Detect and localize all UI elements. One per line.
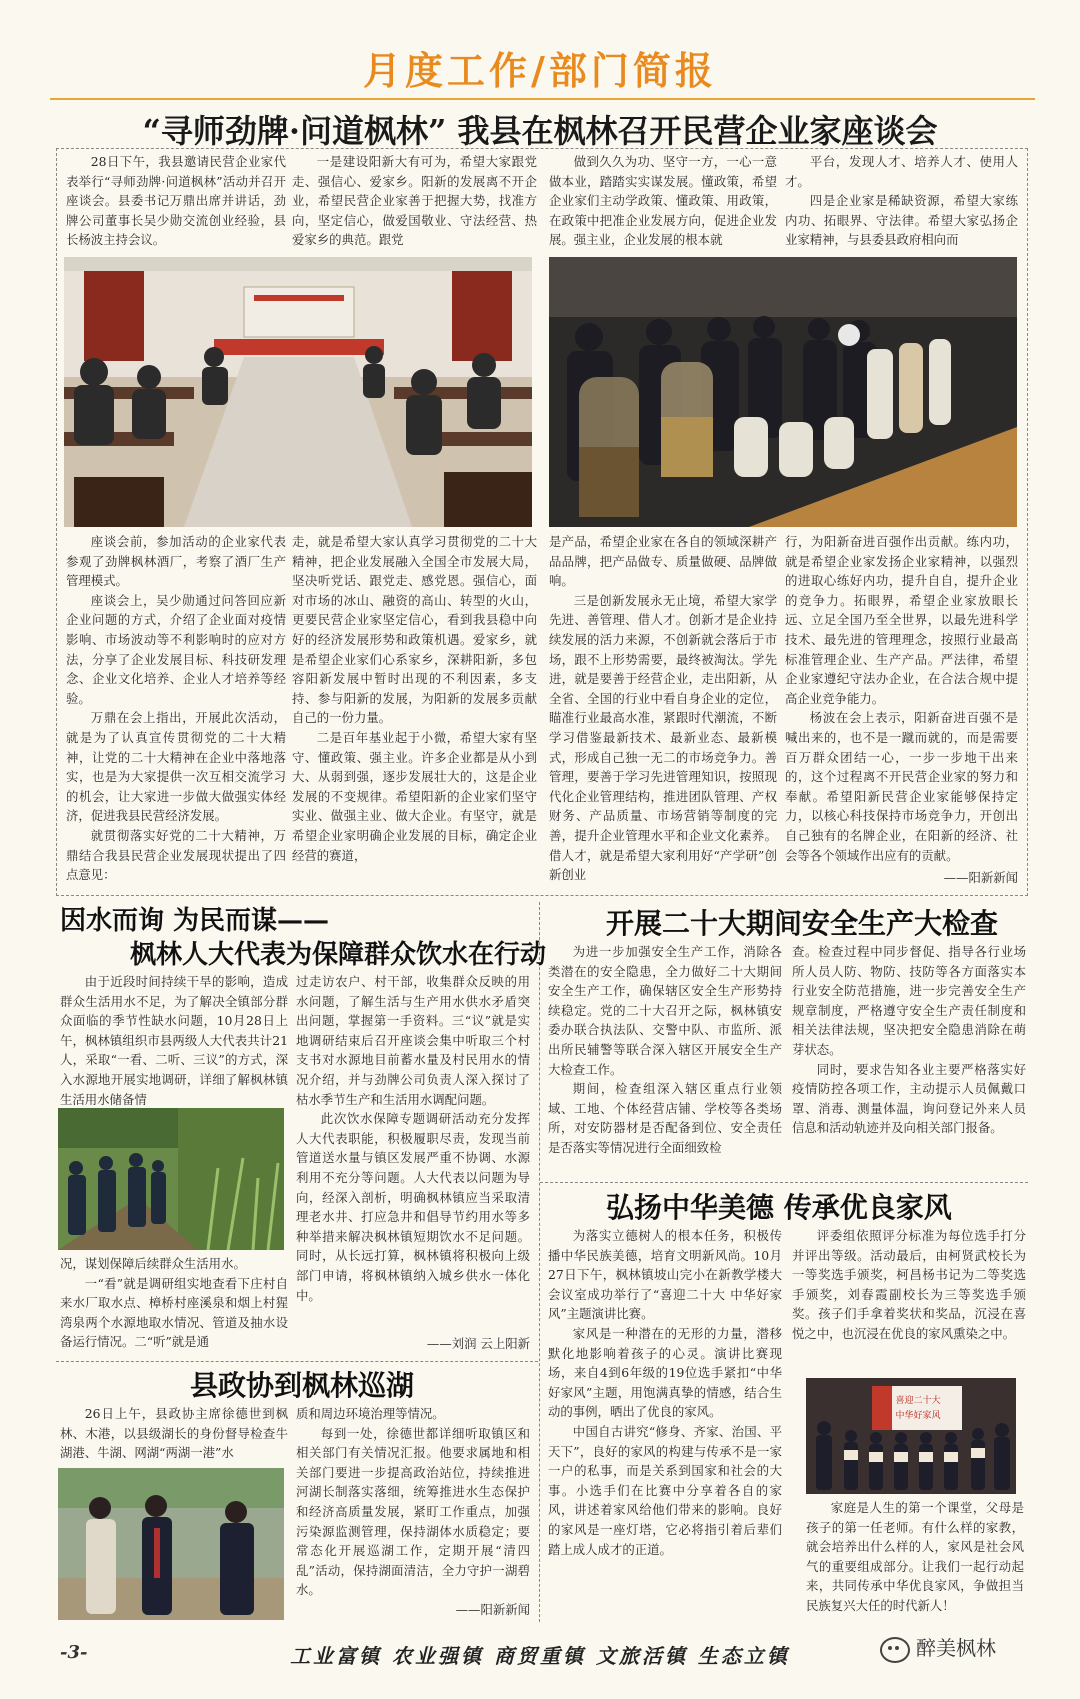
article1-col2-top: 一是建设阳新大有可为，希望大家跟党走、强信心、爱家乡。阳新的发展离不开企业，希望民营企业家善于把握大势，找准方向，坚定信心，做爱国敬业、守法经营、热爱家乡的典范。跟党 <box>292 154 537 248</box>
article2-title-line2: 枫林人大代表为保障群众饮水在行动 <box>130 940 547 970</box>
article4-title: 县政协到枫林巡湖 <box>190 1369 415 1402</box>
article3-divider <box>540 1182 1028 1183</box>
water-survey-photo <box>58 1108 284 1250</box>
wechat-icon <box>880 1637 910 1663</box>
column-divider <box>539 902 540 1622</box>
article2-col1-bottom: 况，谋划保障后续群众生活用水。 一“看”就是调研组实地查看下庄村自来水厂取水点、樟桥村座溪泉和烟上村猩湾泉两个水源地取水情况、管道及抽水设备运行情况。二“听”就是通 <box>60 1256 288 1350</box>
contest-banner-line2: 中华好家风 <box>895 1411 941 1421</box>
article5-col1: 为落实立德树人的根本任务，积极传播中华民族美德，培育文明新风尚。10月27日下午，枫林镇坡山完小在新教学楼大会议室成功举行了“喜迎二十大 中华好家风”主题演讲比赛。 家风是一种潜在的无形的力量，潜移默化地影响着孩子的心灵。演讲比赛现场，来自4到6年级的19位选手紧扣“中华好家风”主题，用饱满真挚的情感，结合生动的事例，晒出了优良的家风。 中国自古讲究“修身、齐家、治国、平天下”，良好的家风的构建与传承不是一家一户的私事，而是关系到国家和社会的大事。小选手们在比赛中分享着各自的家风，讲述着家风给他们带来的影响。良好的家风是一座灯塔，它必将指引着后辈们踏上成人成才的正道。 <box>548 1228 782 1557</box>
article1-col1-top: 28日下午，我县邀请民营企业家代表举行“寻师劲牌·问道枫林”活动并召开座谈会。县委书记万鼎出席并讲话，劲牌公司董事长吴少勋交流创业经验，县长杨波主持会议。 <box>66 154 286 248</box>
page-number: -3- <box>60 1642 88 1663</box>
article5-col2-top: 评委组依照评分标准为每位选手打分并评出等级。活动最后，由柯贤武校长为一等奖选手颁奖，柯昌杨书记为二等奖选手颁奖，刘春霞副校长为三等奖选手颁奖。孩子们手拿着奖状和奖品，沉浸在喜悦之中，也沉浸在优良的家风熏染之中。 <box>792 1228 1026 1341</box>
article3-title: 开展二十大期间安全生产大检查 <box>606 907 999 940</box>
meeting-room-photo <box>64 257 532 527</box>
lake-inspection-photo <box>58 1468 284 1620</box>
article3-col1: 为进一步加强安全生产工作，消除各类潜在的安全隐患，全力做好二十大期间安全生产工作，确保辖区安全生产形势持续稳定。党的二十大召开之际，枫林镇安委办联合执法队、交警中队、市监所、派出所民辅警等联合深入辖区开展安全生产大检查工作。 期间，检查组深入辖区重点行业领域、工地、个体经营店铺、学校等各类场所，对安防器材是否配备到位、安全责任是否落实等情况进行全面细致检 <box>548 944 782 1155</box>
article2-signature: ——刘润 云上阳新 <box>426 1336 530 1351</box>
article2-col2: 过走访农户、村干部，收集群众反映的用水问题，了解生活与生产用水供水矛盾突出问题，掌握第一手资料。三“议”就是实地调研结束后召开座谈会集中听取三个村支书对水源地目前蓄水量及村民用水的情况介绍，并与劲牌公司负责人深入探讨了枯水季节生产和生活用水调配问题。 此次饮水保障专题调研活动充分发挥人大代表职能，积极履职尽责，发现当前管道送水量与镇区发展严重不协调、水源利用不充分等问题。人大代表以问题为导向，经深入剖析，明确枫林镇应当采取清理老水井、打应急井和倡导节约用水等多种举措来解决枫林镇短期饮水不足问题。同时，从长远打算，枫林镇将积极向上级部门申请，将枫林镇纳入城乡供水一体化中。 <box>296 974 530 1303</box>
article1-col3-top: 做到久久为功、坚守一方，一心一意做本业，踏踏实实谋发展。懂政策，希望企业家们主动学政策、懂政策、用政策，在政策中把准企业发展方向，促进企业发展。强主业，企业发展的根本就 <box>549 154 777 248</box>
article2-title-line1: 因水而询 为民而谋—— <box>60 906 330 936</box>
article2-col1-top: 由于近段时间持续干旱的影响，造成群众生活用水不足，为了解决全镇部分群众面临的季节性缺水问题，10月28日上午，枫林镇组织市县两级人大代表共计21人，采取“一看、二听、三议”的方式，深入水源地开展实地调研，详细了解枫林镇生活用水储备情 <box>60 974 288 1107</box>
article1-headline: “寻师劲牌·问道枫林” 我县在枫林召开民营企业家座谈会 <box>142 112 938 150</box>
article5-title: 弘扬中华美德 传承优良家风 <box>606 1191 952 1224</box>
article4-col2: 质和周边环境治理等情况。 每到一处，徐德世都详细听取镇区和相关部门有关情况汇报。他要求属地和相关部门要进一步提高政治站位，持续推进河湖长制落实落细，统筹推进水生态保护和经济高质量发展，紧盯工作重点，加强污染源监测管理，保持湖体水质稳定；要常态化开展巡湖工作，定期开展“清四乱”活动，保持湖面清洁，全力守护一湖碧水。 <box>296 1406 530 1598</box>
article1-signature: ——阳新新闻 <box>943 870 1018 885</box>
article1-col2: 走，就是希望大家认真学习贯彻党的二十大精神，把企业发展融入全国全市发展大局，坚决听党话、跟党走、感党恩。强信心，面对市场的冰山、融资的高山、转型的火山，更要民营企业家坚定信心，看到我县稳中向好的经济发展形势和政策机遇。爱家乡，就是希望企业家们心系家乡，深耕阳新，多包容阳新发展中暂时出现的不利因素，多支持、参与阳新的发展，为阳新的发展多贡献自己的一份力量。 二是百年基业起于小微，希望大家有坚守、懂政策、强主业。许多企业都是从小到大、从弱到强，逐步发展壮大的，这是企业发展的不变规律。希望阳新的企业家们坚守实业、做强主业、做大企业。有坚守，就是希望企业家明确企业发展的目标，确定企业经营的赛道， <box>292 534 537 863</box>
footer-motto: 工业富镇 农业强镇 商贸重镇 文旅活镇 生态立镇 <box>290 1644 790 1668</box>
watermark <box>880 1632 996 1663</box>
article4-col1-top: 26日上午，县政协主席徐德世到枫林、木港，以县级湖长的身份督导检查牛湖港、牛湖、网湖“两湖一港”水 <box>60 1406 288 1461</box>
article1-col4-top: 平台，发现人才、培养人才、使用人才。 四是企业家是稀缺资源，希望大家练内功、拓眼界、守法律。希望大家弘扬企业家精神，与县委县政府相向而 <box>785 154 1018 248</box>
article1-col4: 行，为阳新奋进百强作出贡献。练内功，就是希望企业家发扬企业家精神，以强烈的进取心练好内功，提升自自，提升企业的竞争力。拓眼界，希望企业家放眼长远、立足全国乃至全世界，以最先进科学技术、最先进的管理理念，按照行业最高标准管理企业、生产产品。严法律，希望企业家遵纪守法办企业，在合法合规中提高企业竞争能力。 杨波在会上表示，阳新奋进百强不是喊出来的，也不是一蹴而就的，而是需要百万群众团结一心，一步一步地干出来的，这个过程离不开民营企业家的努力和奉献。希望阳新民营企业家能够保持定力，以核心科技保持市场竞争力，开创出自己独有的名牌企业，在阳新的经济、社会等各个领域作出应有的贡献。 <box>785 534 1018 863</box>
section-title: 月度工作/部门简报 <box>363 49 717 93</box>
article4-signature: ——阳新新闻 <box>455 1602 530 1617</box>
contest-banner-line1: 喜迎二十大 <box>895 1396 941 1406</box>
article2-divider <box>56 1361 538 1362</box>
exhibition-photo <box>549 257 1017 527</box>
watermark-text: 醉美枫林 <box>916 1636 996 1660</box>
article3-col2: 查。检查过程中同步督促、指导各行业场所人员人防、物防、技防等各方面落实本行业安全防范措施，进一步完善安全生产规章制度，严格遵守安全生产责任制度和相关法律法规，坚决把安全隐患消除在萌芽状态。 同时，要求告知各业主要严格落实好疫情防控各项工作，主动提示人员佩戴口罩、消毒、测量体温，询问登记外来人员信息和活动轨迹并及向相关部门报备。 <box>792 944 1026 1136</box>
article1-col1: 座谈会前，参加活动的企业家代表参观了劲牌枫林酒厂，考察了酒厂生产管理模式。 座谈会上，吴少勋通过问答回应新企业问题的方式，介绍了企业面对疫情影响、市场波动等不利影响时的应对方法，分享了企业发展目标、科技研发理念、企业文化培养、企业人才培养等经验。 万鼎在会上指出，开展此次活动，就是为了认真宣传贯彻党的二十大精神，让党的二十大精神在企业中落地落实，也是为大家提供一次互相交流学习的机会，让大家进一步做大做强实体经济，促进我县民营经济发展。 就贯彻落实好党的二十大精神，万鼎结合我县民营企业发展现状提出了四点意见： <box>66 534 286 883</box>
header-divider <box>50 98 1035 100</box>
article1-col3: 是产品，希望企业家在各自的领域深耕产品品牌，把产品做专、质量做硬、品牌做响。 三是创新发展永无止境，希望大家学先进、善管理、借人才。创新才是企业持续发展的活力来源，不创新就会落后于市场，跟不上形势需要，最终被淘汰。学先进，就是要善于经营企业，走出阳新，从全省、全国的行业中看自身企业的定位，瞄准行业最高水准，紧跟时代潮流，不断学习借鉴最新技术、最新业态、最新模式，形成自己独一无二的市场竞争力。善管理，要善于学习先进管理知识，按照现代化企业管理结构，推进团队管理、产权财务、产品质量、市场营销等制度的完善，提升企业管理水平和企业文化素养。借人才，就是希望大家利用好“产学研”创新创业 <box>549 534 777 883</box>
speech-contest-photo <box>806 1378 1016 1494</box>
article5-col2-bottom: 家庭是人生的第一个课堂，父母是孩子的第一任老师。有什么样的家教，就会培养出什么样的人，家风是社会风气的重要组成部分。让我们一起行动起来，共同传承中华优良家风，争做担当民族复兴大任的时代新人！ <box>806 1500 1024 1613</box>
